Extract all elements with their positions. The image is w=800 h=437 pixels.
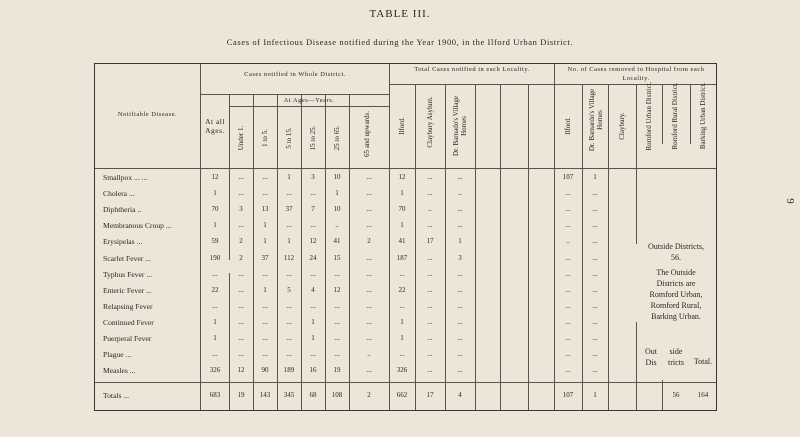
table-cell: ...: [457, 173, 463, 181]
row-label: Membranous Croup ...: [103, 221, 172, 231]
table-cell: ...: [262, 189, 268, 198]
table-cell: ...: [238, 334, 244, 342]
table-cell: ...: [212, 269, 218, 278]
table-cell: ...: [366, 221, 372, 230]
col-under-1: Under 1.: [237, 125, 245, 151]
table-cell: ...: [399, 301, 405, 310]
col-rem-romford-urban: Romford Urban District.: [645, 81, 653, 151]
table-cell: 7: [311, 205, 315, 214]
row-label: Enteric Fever ...: [103, 285, 152, 295]
table-cell: ...: [212, 350, 218, 359]
table-cell: 12: [333, 285, 341, 294]
table-cell: 1: [400, 334, 404, 342]
table-cell: 1: [400, 317, 404, 326]
col-1-to-5: 1 to 5.: [261, 129, 269, 147]
table-cell: ...: [565, 205, 571, 214]
table-cell: 10: [333, 205, 341, 214]
disease-table: [94, 63, 717, 411]
table-cell: ...: [427, 366, 433, 375]
col-rem-romford-rural: Romford Rural District.: [671, 82, 679, 150]
table-cell: 24: [309, 253, 317, 262]
table-cell: ...: [565, 189, 571, 198]
table-cell: 1: [593, 173, 597, 181]
table-cell: ...: [427, 301, 433, 310]
header-disease: Notifiable Disease.: [117, 111, 178, 118]
table-cell: ...: [427, 173, 433, 181]
table-cell: ...: [457, 269, 463, 278]
page-number: 9: [783, 198, 796, 204]
table-cell: 2: [367, 237, 371, 246]
table-cell: 37: [261, 253, 269, 262]
table-cell: 189: [283, 366, 295, 375]
row-label: Typhus Fever ...: [103, 269, 153, 279]
table-cell: 59: [211, 237, 219, 246]
table-cell: ...: [427, 253, 433, 262]
col-rem-ilford: Ilford.: [564, 117, 572, 135]
header-all-ages: At all Ages.: [205, 117, 225, 135]
table-cell: ...: [262, 317, 268, 326]
table-cell: 1: [311, 317, 315, 326]
table-cell: ...: [457, 301, 463, 310]
table-cell: 187: [396, 253, 408, 262]
table-cell: ...: [565, 301, 571, 310]
table-cell: ...: [427, 317, 433, 326]
table-cell: 37: [285, 205, 293, 214]
table-cell: ..: [428, 205, 432, 214]
table-cell: 12: [309, 237, 317, 246]
table-cell: 1: [213, 189, 217, 198]
col-rem-claybury: Claybury.: [618, 112, 626, 140]
totals-cell: 107: [562, 391, 574, 399]
table-cell: ...: [366, 334, 372, 342]
table-cell: ...: [592, 317, 598, 326]
table-cell: 41: [333, 237, 341, 246]
table-cell: 1: [287, 237, 291, 246]
table-cell: 1: [213, 317, 217, 326]
header-locality: Total Cases notified in each Locality.: [414, 66, 530, 73]
totals-cell: 164: [697, 391, 709, 399]
header-removed: No. of Cases removed to Hospital from each Locality.: [567, 66, 705, 82]
table-cell: 3: [239, 205, 243, 214]
table-cell: ...: [238, 285, 244, 294]
table-cell: 1: [263, 237, 267, 246]
row-label: Puerperal Fever: [103, 334, 152, 343]
table-cell: 190: [209, 253, 221, 262]
table-cell: ...: [399, 269, 405, 278]
table-cell: ...: [565, 334, 571, 342]
table-cell: ...: [334, 269, 340, 278]
table-cell: ...: [427, 221, 433, 230]
table-cell: ...: [592, 221, 598, 230]
table-cell: 15: [333, 253, 341, 262]
table-cell: ...: [457, 317, 463, 326]
table-cell: ...: [238, 269, 244, 278]
table-cell: 5: [287, 285, 291, 294]
note-total: Total.: [693, 357, 713, 366]
table-cell: 1: [213, 221, 217, 230]
totals-cell: 68: [309, 391, 317, 399]
totals-cell: 662: [396, 391, 408, 399]
table-cell: ...: [286, 350, 292, 359]
header-whole-district: Cases notified in Whole District.: [244, 71, 346, 78]
table-cell: 3: [458, 253, 462, 262]
table-cell: ...: [565, 350, 571, 359]
table-cell: ...: [238, 173, 244, 181]
note-outside-districts: Outside Districts, 56.: [648, 242, 704, 262]
row-label: Erysipelas ...: [103, 237, 143, 247]
table-cell: ...: [334, 317, 340, 326]
totals-cell: 1: [593, 391, 597, 399]
totals-cell: 17: [426, 391, 434, 399]
table-cell: 1: [400, 189, 404, 198]
note-out-right: side tricts: [668, 347, 684, 367]
table-cell: ...: [238, 301, 244, 310]
row-label: Measles ...: [103, 366, 136, 376]
table-cell: ...: [366, 317, 372, 326]
table-cell: 17: [426, 237, 434, 246]
table-cell: ...: [565, 285, 571, 294]
col-loc-barnardo: Dr. Barnado's Village Homes: [452, 96, 468, 157]
table-cell: ...: [366, 173, 372, 181]
table-cell: 41: [398, 237, 406, 246]
col-loc-ilford: Ilford.: [398, 117, 406, 135]
table-cell: ...: [286, 269, 292, 278]
table-cell: ...: [366, 269, 372, 278]
table-cell: ...: [427, 269, 433, 278]
totals-cell: 108: [331, 391, 343, 399]
table-cell: ...: [262, 269, 268, 278]
table-cell: 326: [396, 366, 408, 375]
table-cell: 1: [400, 221, 404, 230]
header-at-ages: At Ages—Years.: [283, 97, 335, 104]
table-cell: 10: [333, 173, 341, 181]
table-cell: ..: [335, 221, 339, 230]
table-cell: ...: [310, 301, 316, 310]
table-cell: 70: [398, 205, 406, 214]
note-out-left: Out Dis: [645, 347, 657, 367]
note-outside-block: The Outside Districts are Romford Urban, Romford Rural, Barking Urban.: [649, 268, 703, 321]
table-cell: 70: [211, 205, 219, 214]
table-cell: 1: [311, 334, 315, 342]
table-cell: ...: [592, 301, 598, 310]
table-cell: ..: [458, 189, 462, 198]
table-cell: 4: [311, 285, 315, 294]
col-loc-claybury: Claybury Asylum.: [426, 96, 434, 148]
table-cell: ...: [334, 350, 340, 359]
table-cell: ...: [565, 221, 571, 230]
table-cell: ...: [286, 301, 292, 310]
table-cell: ...: [238, 221, 244, 230]
table-cell: 12: [237, 366, 245, 375]
table-cell: ...: [310, 269, 316, 278]
table-cell: ...: [427, 334, 433, 342]
table-cell: 22: [211, 285, 219, 294]
table-cell: ...: [592, 366, 598, 375]
table-cell: ...: [592, 253, 598, 262]
table-cell: 90: [261, 366, 269, 375]
totals-cell: 4: [458, 391, 462, 399]
totals-label: Totals ...: [103, 391, 130, 400]
totals-cell: 143: [259, 391, 271, 399]
table-cell: 19: [333, 366, 341, 375]
row-label: Relapsing Fever: [103, 301, 153, 311]
table-cell: 1: [287, 173, 291, 181]
table-cell: ...: [366, 189, 372, 198]
col-rem-barking-urban: Barking Urban District.: [699, 82, 707, 150]
table-cell: ...: [310, 221, 316, 230]
table-cell: ...: [457, 285, 463, 294]
table-cell: ...: [366, 253, 372, 262]
table-cell: 326: [209, 366, 221, 375]
table-cell: ...: [427, 285, 433, 294]
col-25-to-65: 25 to 65.: [333, 125, 341, 151]
table-cell: 1: [213, 334, 217, 342]
table-cell: 112: [283, 253, 295, 262]
table-cell: ...: [286, 221, 292, 230]
table-cell: ...: [238, 317, 244, 326]
table-cell: ...: [262, 350, 268, 359]
table-cell: ...: [310, 189, 316, 198]
table-cell: ...: [238, 350, 244, 359]
table-cell: ...: [286, 189, 292, 198]
row-label: Smallpox ... ...: [103, 173, 148, 182]
table-cell: ...: [457, 366, 463, 375]
table-cell: ...: [366, 366, 372, 375]
table-cell: ...: [334, 301, 340, 310]
table-cell: ...: [399, 350, 405, 359]
table-cell: 22: [398, 285, 406, 294]
col-rem-barnardo: Dr. Barnardo's Village Homes: [588, 88, 604, 152]
table-cell: ...: [565, 253, 571, 262]
table-cell: ...: [427, 350, 433, 359]
totals-cell: 683: [209, 391, 221, 399]
totals-cell: 345: [283, 391, 295, 399]
row-label: Plague ...: [103, 350, 132, 360]
table-cell: ...: [457, 221, 463, 230]
table-cell: 1: [263, 221, 267, 230]
col-15-to-25: 15 to 25.: [309, 125, 317, 151]
table-cell: ...: [592, 350, 598, 359]
table-cell: ...: [310, 350, 316, 359]
totals-cell: 19: [237, 391, 245, 399]
table-cell: ...: [565, 317, 571, 326]
table-cell: 107: [562, 173, 574, 181]
table-cell: 12: [398, 173, 406, 181]
table-title: TABLE III.: [369, 8, 431, 20]
table-cell: 13: [261, 205, 269, 214]
table-cell: ...: [286, 317, 292, 326]
row-label: Scarlet Fever ...: [103, 253, 151, 263]
table-cell: ..: [367, 350, 371, 359]
table-cell: ...: [286, 334, 292, 342]
row-label: Cholera ...: [103, 189, 135, 199]
totals-cell: 56: [672, 391, 680, 399]
table-cell: ...: [238, 189, 244, 198]
table-cell: 1: [335, 189, 339, 198]
table-cell: ...: [457, 350, 463, 359]
row-label: Continued Fever: [103, 317, 154, 327]
table-cell: ...: [592, 285, 598, 294]
table-cell: 1: [263, 285, 267, 294]
col-5-to-15: 5 to 15.: [285, 127, 293, 149]
table-cell: 2: [239, 237, 243, 246]
table-cell: ...: [427, 189, 433, 198]
table-cell: ...: [262, 173, 268, 181]
table-cell: 2: [239, 253, 243, 262]
table-subtitle: Cases of Infectious Disease notified during the Year 1900, in the Ilford Urban District.: [226, 37, 574, 47]
table-cell: ...: [262, 334, 268, 342]
table-cell: ...: [334, 334, 340, 342]
totals-cell: 2: [367, 391, 371, 399]
table-cell: ...: [565, 269, 571, 278]
table-cell: ...: [457, 334, 463, 342]
table-cell: ...: [592, 269, 598, 278]
table-cell: ...: [366, 205, 372, 214]
table-cell: ...: [366, 285, 372, 294]
table-cell: 1: [458, 237, 462, 246]
table-cell: ...: [212, 301, 218, 310]
table-cell: ...: [592, 205, 598, 214]
table-cell: ...: [592, 334, 598, 342]
col-65-upwards: 65 and upwards.: [363, 110, 371, 158]
table-cell: 16: [309, 366, 317, 375]
table-cell: ...: [592, 237, 598, 246]
table-cell: 12: [211, 173, 219, 181]
table-cell: ...: [457, 205, 463, 214]
table-cell: ..: [566, 237, 570, 246]
table-cell: ...: [592, 189, 598, 198]
table-cell: 3: [311, 173, 315, 181]
table-cell: ...: [366, 301, 372, 310]
table-cell: ...: [565, 366, 571, 375]
row-label: Diphtheria ..: [103, 205, 142, 215]
table-cell: ...: [262, 301, 268, 310]
